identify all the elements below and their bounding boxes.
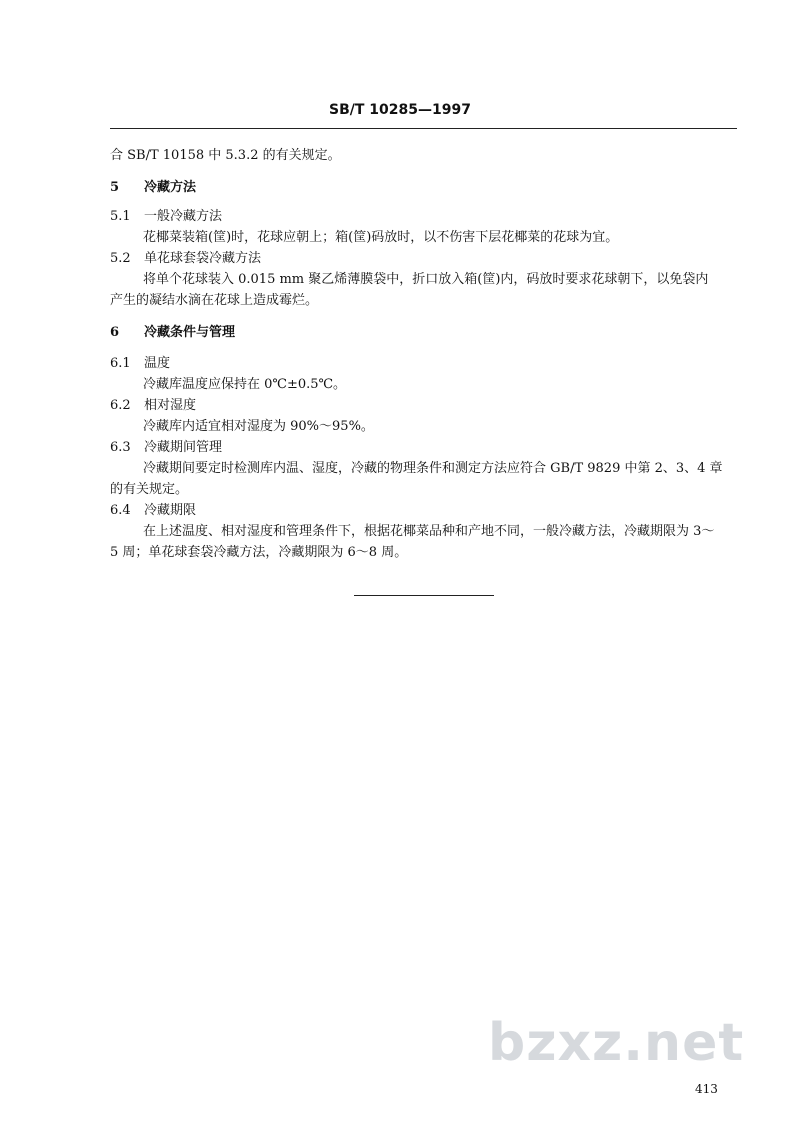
paragraph-line: 在上述温度、相对湿度和管理条件下，根据花椰菜品种和产地不同，一般冷藏方法，冷藏期限为 3～ <box>143 524 715 539</box>
page-number: 413 <box>695 1082 718 1096</box>
section-title: 温度 <box>144 356 171 371</box>
section-title: 冷藏条件与管理 <box>144 325 236 340</box>
section-title: 相对湿度 <box>144 398 197 413</box>
paragraph-line: 5 周；单花球套袋冷藏方法，冷藏期限为 6～8 周。 <box>110 545 408 560</box>
section-5-2-heading <box>110 251 261 267</box>
section-title: 冷藏方法 <box>144 180 197 195</box>
section-number: 6.4 <box>110 503 131 518</box>
end-rule <box>354 595 494 596</box>
section-title: 冷藏期间管理 <box>144 440 223 455</box>
section-number: 6 <box>110 325 120 340</box>
section-6-2-heading <box>110 398 196 414</box>
paragraph-line: 产生的凝结水滴在花球上造成霉烂。 <box>110 293 319 308</box>
header-rule <box>110 128 737 129</box>
section-title: 冷藏期限 <box>144 503 197 518</box>
section-number: 5.1 <box>110 209 131 224</box>
paragraph-line: 的有关规定。 <box>110 482 189 497</box>
section-title: 一般冷藏方法 <box>144 209 223 224</box>
paragraph-line: 冷藏库内适宜相对湿度为 90%～95%。 <box>143 419 374 434</box>
section-number: 6.3 <box>110 440 131 455</box>
continued-line: 合 SB/T 10158 中 5.3.2 的有关规定。 <box>110 148 341 163</box>
section-number: 6.2 <box>110 398 131 413</box>
section-6-1-heading <box>110 356 170 372</box>
section-6-4-heading <box>110 503 196 519</box>
document-header: SB/T 10285—1997 <box>329 102 471 118</box>
section-5-1-heading <box>110 209 222 225</box>
section-number: 6.1 <box>110 356 131 371</box>
section-6-3-heading <box>110 440 222 456</box>
section-5-heading <box>110 180 196 196</box>
section-6-heading <box>110 325 235 341</box>
paragraph-line: 花椰菜装箱(筐)时，花球应朝上；箱(筐)码放时，以不伤害下层花椰菜的花球为宜。 <box>143 230 619 245</box>
site-watermark: bzxz.net <box>488 1013 745 1073</box>
paragraph-line: 冷藏期间要定时检测库内温、湿度，冷藏的物理条件和测定方法应符合 GB/T 9829 中第 2、3、4 章 <box>143 461 723 476</box>
section-number: 5.2 <box>110 251 131 266</box>
paragraph-line: 将单个花球装入 0.015 mm 聚乙烯薄膜袋中，折口放入箱(筐)内，码放时要求花球朝下，以免袋内 <box>143 272 709 287</box>
section-title: 单花球套袋冷藏方法 <box>144 251 262 266</box>
paragraph-line: 冷藏库温度应保持在 0℃±0.5℃。 <box>143 377 347 392</box>
section-number: 5 <box>110 180 120 195</box>
